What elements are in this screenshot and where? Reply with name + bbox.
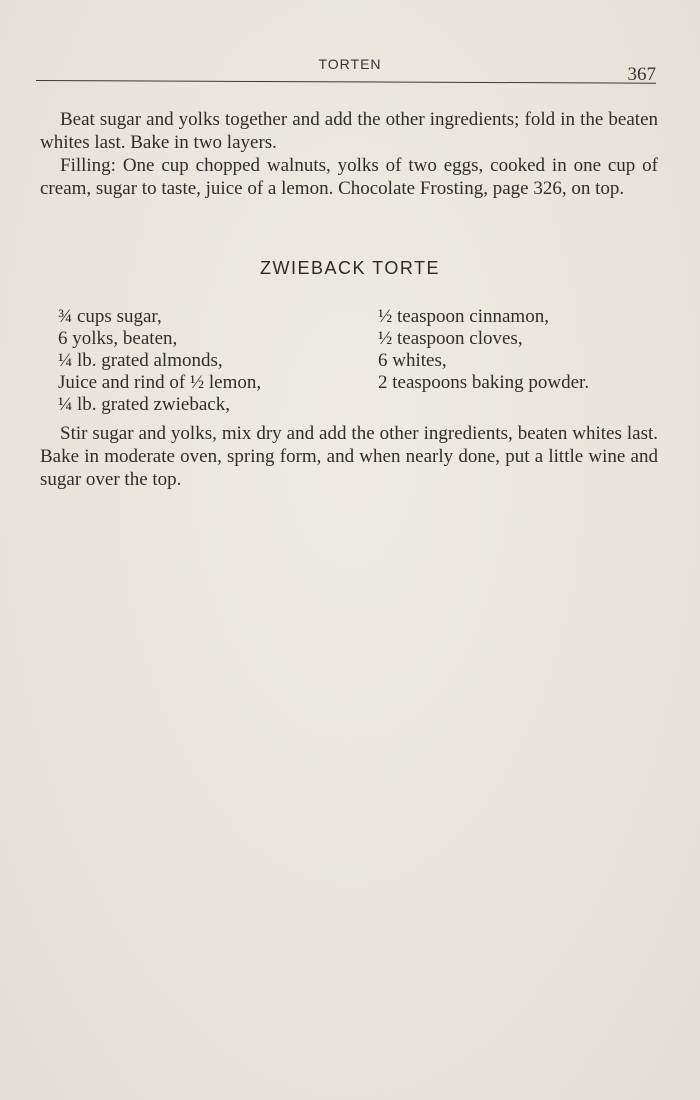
ingredient-item: ¼ lb. grated almonds, [58, 350, 223, 371]
ingredient-item: ¾ cups sugar, [58, 306, 162, 327]
header-rule [36, 80, 656, 84]
ingredient-item: ¼ lb. grated zwieback, [58, 394, 230, 415]
ingredient-column-left [58, 306, 378, 416]
ingredient-item: 6 whites, [378, 350, 447, 371]
running-head: TORTEN [318, 56, 382, 72]
intro-paragraph: Beat sugar and yolks together and add the other ingredients; fold in the beaten whites last. Bake in two layers. [40, 109, 658, 153]
ingredient-column-right [378, 306, 668, 394]
ingredient-item: ½ teaspoon cloves, [378, 328, 523, 349]
page-number: 367 [627, 64, 656, 85]
filling-paragraph: Filling: One cup chopped walnuts, yolks of two eggs, cooked in one cup of cream, sugar to taste, juice of a lemon. Chocolate Frosting, page 326, on top. [40, 155, 658, 199]
ingredient-item: ½ teaspoon cinnamon, [378, 306, 549, 327]
ingredient-item: 6 yolks, beaten, [58, 328, 178, 349]
method-paragraph: Stir sugar and yolks, mix dry and add the other ingredients, beaten whites last. Bake in moderate oven, spring form, and when nearly done, put a little wine and sugar over the top. [40, 423, 658, 490]
recipe-method [40, 422, 658, 491]
ingredient-item: Juice and rind of ½ lemon, [58, 372, 262, 393]
recipe-title: ZWIEBACK TORTE [259, 258, 441, 278]
ingredient-item: 2 teaspoons baking powder. [378, 372, 590, 393]
previous-recipe-continuation [40, 108, 658, 200]
